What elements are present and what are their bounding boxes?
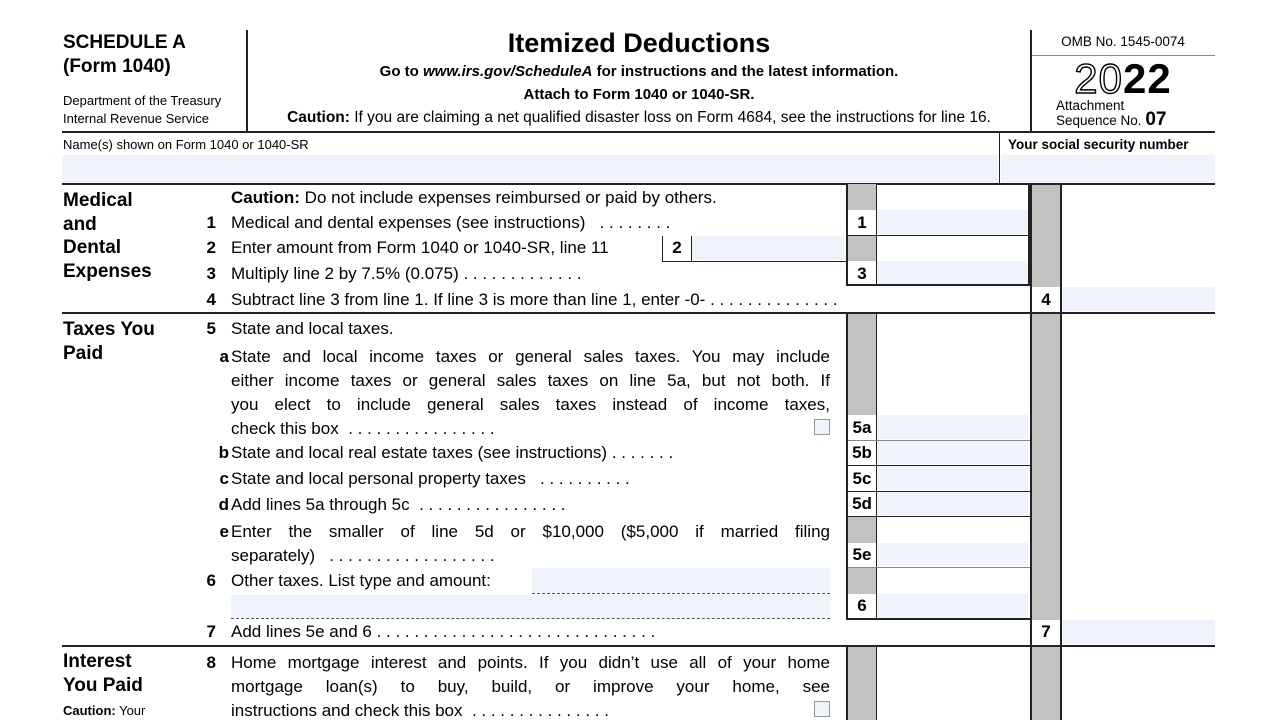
line-number: 2	[206, 238, 216, 257]
line-6-input[interactable]	[877, 594, 1028, 618]
line-1-box-label: 1	[857, 213, 867, 232]
gray-cell	[848, 568, 876, 594]
box-divider	[848, 516, 1030, 517]
attachment-label: Attachment	[1056, 98, 1125, 113]
name-label: Name(s) shown on Form 1040 or 1040-SR	[63, 137, 309, 152]
sales-tax-checkbox[interactable]	[814, 419, 830, 435]
line-letter: d	[218, 495, 229, 514]
line-3-text: Multiply line 2 by 7.5% (0.075) . . . . . . . . . . . . .	[231, 264, 582, 283]
section-title-interest: Interest You Paid	[63, 651, 143, 696]
omb-number: OMB No. 1545-0074	[1061, 34, 1185, 49]
right-gray-column	[1031, 647, 1061, 720]
line-4-text: Subtract line 3 from line 1. If line 3 is more than line 1, enter -0- . . . . . . . . . . . . . .	[231, 290, 838, 309]
year-outline: 20	[1074, 55, 1123, 102]
page-title: Itemized Deductions	[507, 28, 771, 58]
form-header	[0, 0, 1280, 135]
disaster-caution	[248, 109, 1030, 127]
dashed-rule	[231, 618, 830, 619]
line-5e-box-label: 5e	[852, 545, 872, 564]
right-gray-column	[1031, 314, 1061, 620]
ssn-label: Your social security number	[1008, 137, 1189, 152]
medical-caution: Caution: Do not include expenses reimbursed or paid by others.	[231, 188, 717, 207]
line-8-last: instructions and check this box . . . . . . . . . . . . . . .	[231, 701, 609, 720]
line-8-text: mortgage loan(s) to buy, build, or improve your home, see	[231, 677, 830, 696]
line-5e-text-cont: separately) . . . . . . . . . . . . . . . . . .	[231, 546, 495, 565]
line-5d-box-label: 5d	[852, 494, 872, 513]
line-number: 4	[206, 290, 216, 309]
line-4-input[interactable]	[1062, 287, 1215, 311]
instructions-link-line	[248, 63, 1030, 80]
other-taxes-type-input-line2[interactable]	[231, 595, 830, 618]
taxes-section-bottom-rule	[62, 645, 1215, 647]
line-5b-input[interactable]	[877, 441, 1028, 464]
goto-prefix: Go to	[379, 63, 423, 80]
line-3-input[interactable]	[877, 261, 1028, 284]
line-number: 8	[206, 653, 216, 672]
line-letter: e	[219, 522, 229, 541]
line-2-box-label: 2	[672, 238, 682, 257]
line-5b-box-label: 5b	[852, 443, 872, 462]
line-number: 3	[206, 264, 216, 283]
line-5e-text: Enter the smaller of line 5d or $10,000 ($5,000 if married filing	[231, 522, 830, 541]
dashed-rule	[532, 593, 830, 594]
gray-cell	[848, 184, 876, 210]
line-number: 1	[206, 213, 216, 232]
line-number: 7	[206, 622, 216, 641]
line-5e-input[interactable]	[877, 543, 1028, 566]
irs-url-link[interactable]: www.irs.gov/ScheduleA	[422, 63, 593, 80]
line-1-text: Medical and dental expenses (see instructions) . . . . . . . .	[231, 213, 671, 232]
right-gray-column	[1031, 185, 1061, 287]
ssn-input[interactable]	[1001, 155, 1215, 183]
ssn-divider	[999, 133, 1000, 183]
sequence-label: Sequence No.	[1056, 113, 1146, 128]
sequence-number: 07	[1145, 109, 1167, 130]
line-2-box-bottom	[662, 261, 846, 262]
line-2-input[interactable]	[692, 236, 844, 260]
line-4-box-label: 4	[1041, 290, 1051, 309]
department-line: Department of the Treasury	[63, 93, 222, 108]
line-5-text: State and local taxes.	[231, 319, 394, 338]
schedule-title: SCHEDULE A	[63, 32, 186, 53]
line-3-box-label: 3	[857, 264, 867, 283]
line-letter: a	[219, 347, 229, 366]
tax-year	[1032, 56, 1214, 102]
line-1-input[interactable]	[877, 210, 1028, 234]
line-5a-last: check this box . . . . . . . . . . . . . . . .	[231, 419, 495, 438]
irs-line: Internal Revenue Service	[63, 111, 209, 126]
box-divider	[848, 235, 1030, 236]
line-5d-input[interactable]	[877, 492, 1028, 515]
form-number: (Form 1040)	[63, 56, 171, 77]
line-letter: c	[219, 469, 229, 488]
line-8-text: Home mortgage interest and points. If you didn’t use all of your home	[231, 653, 830, 672]
line-5a-box-label: 5a	[852, 418, 872, 437]
interest-caution: Caution: Your	[63, 703, 146, 718]
gray-cell	[848, 647, 876, 720]
line-letter: b	[218, 443, 229, 462]
line-number: 5	[206, 319, 216, 338]
box-divider	[848, 567, 1030, 568]
caution-text: If you are claiming a net qualified disaster loss on Form 4684, see the instructions for line 16.	[349, 109, 991, 126]
line-5c-input[interactable]	[877, 466, 1028, 490]
gray-cell	[848, 314, 876, 415]
other-taxes-type-input[interactable]	[532, 568, 830, 593]
line-5a-text: you elect to include general sales taxes instead of income taxes,	[231, 395, 830, 414]
header-bottom-rule	[62, 131, 1215, 133]
line-6-text: Other taxes. List type and amount:	[231, 571, 491, 590]
goto-suffix: for instructions and the latest information.	[592, 63, 899, 80]
caution-label: Caution:	[287, 109, 350, 126]
line-2-text: Enter amount from Form 1040 or 1040-SR, line 11	[231, 238, 609, 257]
section-title-medical: Medical and Dental Expenses	[63, 190, 152, 282]
year-bold: 22	[1123, 55, 1172, 102]
box-divider	[876, 647, 877, 720]
line-5c-text: State and local personal property taxes . . . . . . . . . .	[231, 469, 630, 488]
attach-instruction: Attach to Form 1040 or 1040-SR.	[523, 86, 755, 103]
line-7-input[interactable]	[1062, 620, 1215, 644]
line-5d-text: Add lines 5a through 5c . . . . . . . . . . . . . . . .	[231, 495, 566, 514]
line-5a-text: either income taxes or general sales taxes on line 5a, but not both. If	[231, 371, 830, 390]
line-5b-text: State and local real estate taxes (see instructions) . . . . . . .	[231, 443, 674, 462]
line-5a-input[interactable]	[877, 415, 1028, 439]
medical-section-bottom-rule	[62, 312, 1215, 314]
line-5c-box-label: 5c	[852, 469, 872, 488]
gray-cell	[848, 236, 876, 261]
line-number: 6	[206, 571, 216, 590]
line-6-box-label: 6	[857, 596, 867, 615]
line-7-text: Add lines 5e and 6 . . . . . . . . . . . . . . . . . . . . . . . . . . . . . .	[231, 622, 656, 641]
sequence-line	[1056, 111, 1166, 130]
line-7-box-label: 7	[1041, 622, 1051, 641]
name-input[interactable]	[62, 155, 998, 183]
section-title-taxes: Taxes You Paid	[63, 319, 155, 364]
mortgage-checkbox[interactable]	[814, 701, 830, 717]
gray-cell	[848, 517, 876, 543]
line-5a-text: State and local income taxes or general sales taxes. You may include	[231, 347, 830, 366]
